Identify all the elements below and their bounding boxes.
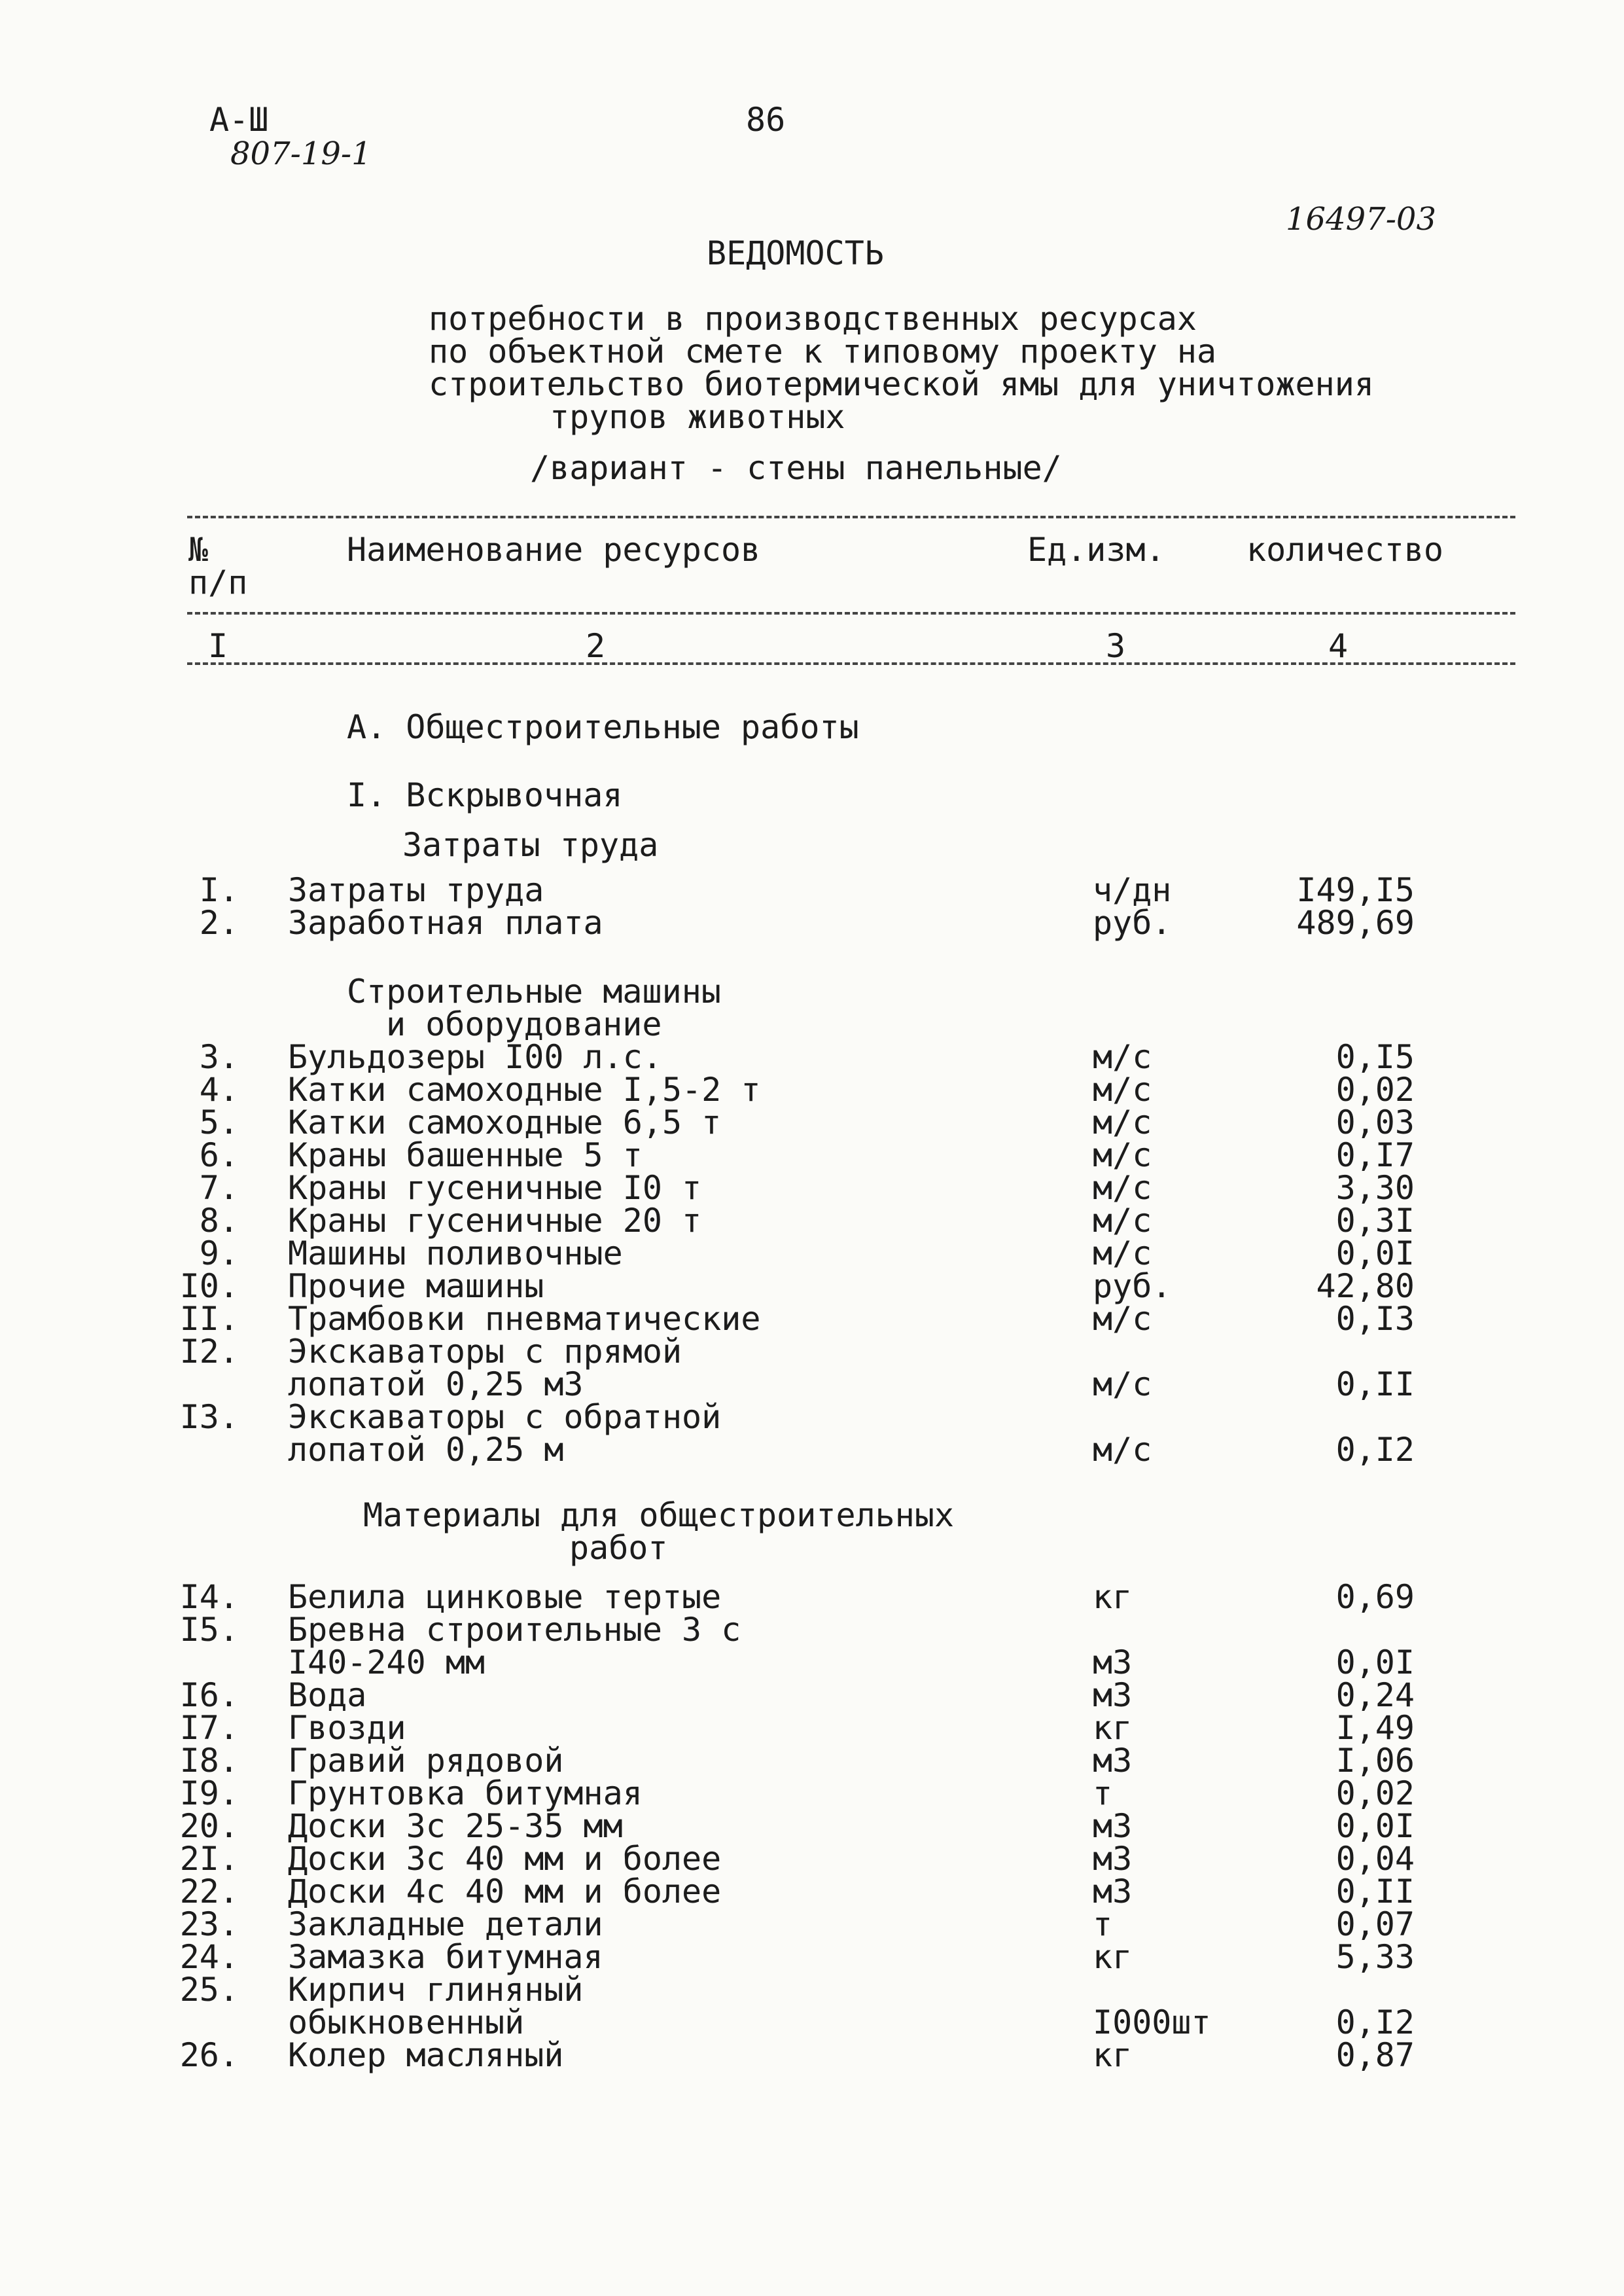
row-unit: ч/дн	[1093, 871, 1172, 909]
row-unit: руб.	[1093, 904, 1172, 942]
row-unit: м3	[1093, 1643, 1133, 1681]
row-unit: т	[1093, 1905, 1113, 1943]
row-unit: м/с	[1093, 1202, 1152, 1240]
document-heading: ВЕДОМОСТЬ	[707, 234, 884, 272]
row-unit: м/с	[1093, 1071, 1152, 1109]
handwritten-inventory-number: 16497-03	[1286, 201, 1436, 238]
row-quantity: 0,I5	[1335, 1038, 1415, 1076]
row-quantity: 42,80	[1316, 1267, 1415, 1305]
row-unit: м3	[1093, 1676, 1133, 1714]
row-name: Замазка битумная	[288, 1938, 603, 1976]
row-quantity: 0,I2	[1335, 2003, 1415, 2041]
row-name-continued: I40-240 мм	[288, 1643, 485, 1681]
row-number: II.	[179, 1300, 239, 1338]
row-name: Краны башенные 5 т	[288, 1136, 643, 1174]
column-number-1: I	[208, 627, 228, 665]
column-header-number-line2: п/п	[188, 564, 248, 601]
row-number: 2.	[199, 904, 239, 942]
row-quantity: 489,69	[1296, 904, 1415, 942]
row-number: 20.	[179, 1807, 239, 1845]
column-header-quantity: количество	[1246, 531, 1444, 569]
column-number-2: 2	[586, 627, 606, 665]
group-heading-machines-1: Строительные машины	[347, 973, 721, 1011]
row-name: Доски 4с 40 мм и более	[288, 1873, 722, 1910]
row-number: 23.	[179, 1905, 239, 1943]
row-number: I6.	[179, 1676, 239, 1714]
row-unit: I000шт	[1093, 2003, 1211, 2041]
group-heading-materials-2: работ	[569, 1529, 668, 1567]
column-numbers-rule	[187, 662, 1515, 665]
row-name: Бревна строительные 3 с	[288, 1611, 741, 1649]
row-unit: м3	[1093, 1807, 1133, 1845]
row-number: 8.	[199, 1202, 239, 1240]
row-unit: м/с	[1093, 1431, 1152, 1469]
variant-label: /вариант - стены панельные/	[530, 449, 1062, 487]
column-number-3: 3	[1106, 627, 1126, 665]
group-heading-machines-2: и оборудование	[386, 1005, 662, 1043]
row-name: Краны гусеничные I0 т	[288, 1169, 702, 1207]
row-quantity: 0,0I	[1335, 1234, 1415, 1272]
row-quantity: 0,II	[1335, 1873, 1415, 1910]
row-name: Заработная плата	[288, 904, 603, 942]
row-number: 25.	[179, 1971, 239, 2009]
row-name: Катки самоходные I,5-2 т	[288, 1071, 761, 1109]
row-number: 2I.	[179, 1840, 239, 1878]
row-unit: кг	[1093, 1938, 1133, 1976]
row-name: Гвозди	[288, 1709, 406, 1747]
handwritten-series-number: 807-19-1	[230, 135, 372, 172]
row-number: 5.	[199, 1103, 239, 1141]
row-unit: кг	[1093, 1578, 1133, 1616]
header-separator-rule	[187, 612, 1515, 615]
row-name: Машины поливочные	[288, 1234, 623, 1272]
column-header-name: Наименование ресурсов	[347, 531, 761, 569]
row-number: 24.	[179, 1938, 239, 1976]
title-line-4: трупов животных	[550, 398, 845, 436]
page-number: 86	[746, 101, 786, 139]
row-name: Затраты труда	[288, 871, 544, 909]
row-name: Вода	[288, 1676, 367, 1714]
row-number: 6.	[199, 1136, 239, 1174]
row-quantity: 0,03	[1335, 1103, 1415, 1141]
row-name-continued: обыкновенный	[288, 2003, 525, 2041]
row-number: 22.	[179, 1873, 239, 1910]
row-number: 4.	[199, 1071, 239, 1109]
row-unit: м/с	[1093, 1234, 1152, 1272]
row-number: I3.	[179, 1398, 239, 1436]
row-name: Грунтовка битумная	[288, 1774, 643, 1812]
row-quantity: 0,69	[1335, 1578, 1415, 1616]
row-name: Закладные детали	[288, 1905, 603, 1943]
column-header-unit: Ед.изм.	[1027, 531, 1165, 569]
row-name: Экскаваторы с обратной	[288, 1398, 722, 1436]
row-quantity: 0,87	[1335, 2036, 1415, 2074]
row-quantity: 0,02	[1335, 1071, 1415, 1109]
row-unit: м/с	[1093, 1038, 1152, 1076]
row-number: I7.	[179, 1709, 239, 1747]
group-heading-materials-1: Материалы для общестроительных	[363, 1496, 955, 1534]
row-quantity: 0,II	[1335, 1365, 1415, 1403]
row-name: Катки самоходные 6,5 т	[288, 1103, 722, 1141]
title-line-1: потребности в производственных ресурсах	[429, 300, 1197, 338]
group-heading-labor: Затраты труда	[402, 826, 659, 864]
row-quantity: 0,I2	[1335, 1431, 1415, 1469]
row-name: Доски 3с 25-35 мм	[288, 1807, 623, 1845]
row-quantity: 0,I7	[1335, 1136, 1415, 1174]
column-header-number-line1: №	[188, 531, 209, 569]
row-quantity: I,06	[1335, 1742, 1415, 1780]
row-quantity: 0,I3	[1335, 1300, 1415, 1338]
subsection-heading-opening: I. Вскрывочная	[347, 776, 623, 814]
row-name: Краны гусеничные 20 т	[288, 1202, 702, 1240]
title-line-3: строительство биотермической ямы для уничтожения	[429, 365, 1374, 403]
row-unit: м3	[1093, 1840, 1133, 1878]
row-unit: кг	[1093, 2036, 1133, 2074]
row-number: I0.	[179, 1267, 239, 1305]
table-top-rule	[187, 516, 1515, 518]
row-number: 3.	[199, 1038, 239, 1076]
row-unit: м3	[1093, 1873, 1133, 1910]
row-quantity: 0,07	[1335, 1905, 1415, 1943]
column-number-4: 4	[1328, 627, 1349, 665]
document-code: А-Ш	[209, 101, 269, 139]
row-name: Бульдозеры I00 л.с.	[288, 1038, 662, 1076]
row-unit: м/с	[1093, 1300, 1152, 1338]
section-heading-general: А. Общестроительные работы	[347, 708, 859, 746]
row-number: I5.	[179, 1611, 239, 1649]
row-number: 9.	[199, 1234, 239, 1272]
row-unit: руб.	[1093, 1267, 1172, 1305]
row-number: I9.	[179, 1774, 239, 1812]
row-number: 7.	[199, 1169, 239, 1207]
row-quantity: 0,02	[1335, 1774, 1415, 1812]
row-quantity: 3,30	[1335, 1169, 1415, 1207]
row-unit: м/с	[1093, 1169, 1152, 1207]
row-number: 26.	[179, 2036, 239, 2074]
row-quantity: I,49	[1335, 1709, 1415, 1747]
row-number: I4.	[179, 1578, 239, 1616]
row-unit: м/с	[1093, 1365, 1152, 1403]
row-name: Прочие машины	[288, 1267, 544, 1305]
row-name: Белила цинковые тертые	[288, 1578, 722, 1616]
row-quantity: 5,33	[1335, 1938, 1415, 1976]
row-name: Доски 3с 40 мм и более	[288, 1840, 722, 1878]
row-name: Колер масляный	[288, 2036, 564, 2074]
row-quantity: 0,04	[1335, 1840, 1415, 1878]
row-quantity: 0,0I	[1335, 1643, 1415, 1681]
row-number: I.	[199, 871, 239, 909]
row-quantity: I49,I5	[1296, 871, 1415, 909]
row-name-continued: лопатой 0,25 м3	[288, 1365, 584, 1403]
row-unit: т	[1093, 1774, 1113, 1812]
row-quantity: 0,3I	[1335, 1202, 1415, 1240]
row-name: Кирпич глиняный	[288, 1971, 584, 2009]
row-unit: м/с	[1093, 1103, 1152, 1141]
row-name: Гравий рядовой	[288, 1742, 564, 1780]
row-number: I2.	[179, 1333, 239, 1371]
row-name: Трамбовки пневматические	[288, 1300, 761, 1338]
row-unit: кг	[1093, 1709, 1133, 1747]
row-unit: м/с	[1093, 1136, 1152, 1174]
row-name: Экскаваторы с прямой	[288, 1333, 682, 1371]
row-name-continued: лопатой 0,25 м	[288, 1431, 564, 1469]
row-quantity: 0,0I	[1335, 1807, 1415, 1845]
row-unit: м3	[1093, 1742, 1133, 1780]
row-number: I8.	[179, 1742, 239, 1780]
row-quantity: 0,24	[1335, 1676, 1415, 1714]
title-line-2: по объектной смете к типовому проекту на	[429, 332, 1217, 370]
